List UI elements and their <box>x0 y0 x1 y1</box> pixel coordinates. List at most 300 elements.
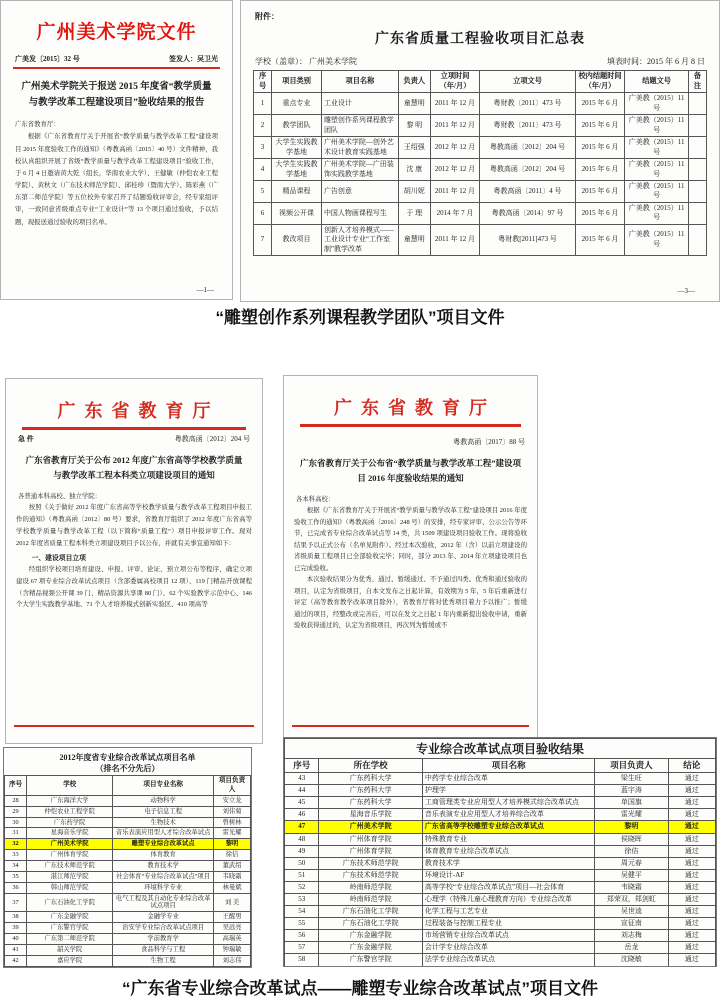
table-cell: 2 <box>254 115 272 137</box>
table-cell: 通过 <box>668 918 715 930</box>
table-cell: 韦晓霜 <box>214 871 251 882</box>
table-row <box>5 806 251 817</box>
table-cell: 广东石油化工学院 <box>319 906 422 918</box>
table-cell: 星海音乐学院 <box>27 828 113 839</box>
table-cell: 沈晓敏 <box>595 954 668 966</box>
table-cell: 2011 年 12 月 <box>430 93 480 115</box>
table-cell: 54 <box>285 906 319 918</box>
table-row <box>5 839 251 850</box>
table-cell: 广东金融学院 <box>27 912 113 923</box>
table-cell: 童慧明 <box>398 93 430 115</box>
column-header: 立项文号 <box>480 71 575 93</box>
table-row <box>285 881 716 893</box>
column-header: 项目负责人 <box>595 759 668 773</box>
table-cell: 通过 <box>668 845 715 857</box>
column-header: 所在学校 <box>319 759 422 773</box>
table-title <box>4 752 251 774</box>
table-cell: 粤教高函〔2014〕97 号 <box>480 202 575 224</box>
table-cell: 刘伟菊 <box>214 806 251 817</box>
project-list-table-2012 <box>3 747 252 968</box>
table-cell <box>688 159 706 181</box>
table-cell: 梁生旺 <box>595 773 668 785</box>
table-cell: 教改项目 <box>272 224 322 255</box>
table-cell: 通过 <box>668 869 715 881</box>
subject-heading: 广东省教育厅关于公布省“教学质量与教学改革工程”建设项目 2016 年度验收结果的通知 <box>300 458 522 484</box>
table-header-row <box>254 71 707 93</box>
table-cell: 胡川妮 <box>398 180 430 202</box>
table-cell: 食品科学与工程 <box>113 944 214 955</box>
column-header: 项目名称 <box>321 71 398 93</box>
column-header: 结论 <box>668 759 715 773</box>
summary-table <box>253 70 707 256</box>
table-row <box>254 159 707 181</box>
table-cell: 教学团队 <box>272 115 322 137</box>
table-row <box>5 893 251 912</box>
table-cell: 45 <box>285 797 319 809</box>
project-list-table <box>4 775 251 966</box>
table-cell: 广美教（2015）11 号 <box>625 93 688 115</box>
letter-paragraph: 经组织学校项目培育建设、申报、评审、论证、预立项公布等程序，确定立项建设 67 项专业综合改革试点项目（含部委属高校项目 12 项）、119 门精品开放课程（含精品视频公开课 39 门、精品资源共享课 80 门）、62 个实验教学示范中心、146 个大学生实践教学基地、71 个人才培养模式创新实验区、410 项高等 <box>16 565 252 609</box>
table-cell: 粤教高函〔2011〕4 号 <box>480 180 575 202</box>
table-cell: 电子信息工程 <box>113 806 214 817</box>
subject-heading: 广州美术学院关于报送 2015 年度省“教学质量与教学改革工程建设项目”验收结果的报告 <box>21 82 212 109</box>
table-cell: 精品课程 <box>272 180 322 202</box>
column-header: 立项时间（年/月） <box>430 71 480 93</box>
table-header-row <box>5 776 251 795</box>
table-cell: 刘 美 <box>214 893 251 912</box>
table-cell: 2012 年 12 月 <box>430 159 480 181</box>
table-row <box>5 861 251 872</box>
table-row <box>5 828 251 839</box>
table-cell: 广美教（2015）11 号 <box>625 159 688 181</box>
figure-caption-top: “雕塑创作系列课程教学团队”项目文件 <box>215 308 505 327</box>
table-cell: 5 <box>254 180 272 202</box>
table-cell: 通过 <box>668 881 715 893</box>
table-row <box>285 797 716 809</box>
table-cell: 动物科学 <box>113 795 214 806</box>
table-cell: 曾树林 <box>214 817 251 828</box>
page-number: —3— <box>677 287 695 295</box>
table-cell: 电气工程及其自动化专业综合改革试点项目 <box>113 893 214 912</box>
table-cell: 刘志伟 <box>214 955 251 966</box>
subject-heading: 广东省教育厅关于公布 2012 年度广东省高等学校教学质量与教学改革工程本科类立项建设项目的通知 <box>25 455 243 481</box>
table-cell: 金融学专业 <box>113 912 214 923</box>
table-cell: 雕塑专业综合改革试点 <box>113 839 214 850</box>
table-row <box>285 906 716 918</box>
table-cell: 徐佶 <box>214 850 251 861</box>
table-cell: 37 <box>5 893 27 912</box>
table-cell: 钟瑞敏 <box>214 944 251 955</box>
table-cell: 侯晓晖 <box>595 833 668 845</box>
salutation: 各本科高校： <box>296 495 335 503</box>
table-cell <box>688 137 706 159</box>
table-cell: 粤财教〔2011〕473 号 <box>480 93 575 115</box>
table-title: 广东省质量工程验收项目汇总表 <box>375 32 585 47</box>
table-cell: 1 <box>254 93 272 115</box>
table-cell: 董武绍 <box>214 861 251 872</box>
table-cell: 体育教育专业综合改革试点 <box>422 845 594 857</box>
table-row <box>5 850 251 861</box>
table-cell: 通过 <box>668 785 715 797</box>
table-cell: 广州体育学院 <box>319 845 422 857</box>
table-cell: 广东药科大学 <box>319 773 422 785</box>
table-title-line1: 2012年度省专业综合改革试点项目名单 <box>59 753 196 762</box>
letter-body: 根据《广东省教育厅关于开展省“教学质量与教学改革工程”建设项目 2015 年度验收工作的通知》（粤教高函〔2015〕40 号）文件精神，我校认真组织开展了省级“教学质量与教学改革工程建设项目”验收工作，于 6 月 4 日邀请黄大乾（组长，华南农业大学）、王健敏（仲恺农业工程学院）、黄秋文（广东技术师范学院）、邱桂珍（暨南大学）、陈彩燕（广东第二师范学院）等五位校外专家召开了结题验收评审会，经专家组评审，一致同意省级重点专业“工业设计”等 13 个项目通过验收，予以结题，现报送通过验收的项目名单。 <box>15 133 218 226</box>
table-cell: 43 <box>285 773 319 785</box>
table-cell: 雷光耀 <box>595 809 668 821</box>
table-cell: 36 <box>5 882 27 893</box>
red-rule <box>292 725 529 727</box>
column-header: 项目类别 <box>272 71 322 93</box>
table-row <box>285 821 716 833</box>
table-cell: 广东技术师范学院 <box>319 857 422 869</box>
table-cell: 通过 <box>668 954 715 966</box>
table-row <box>285 869 716 881</box>
table-row <box>5 795 251 806</box>
table-cell: 广东第二师范学院 <box>27 934 113 945</box>
table-cell: 广东药科大学 <box>319 797 422 809</box>
table-row <box>254 93 707 115</box>
table-cell: 广州体育学院 <box>319 833 422 845</box>
table-cell: 广东警官学院 <box>319 954 422 966</box>
column-header: 项目名称 <box>422 759 594 773</box>
page-number: —1— <box>196 286 214 294</box>
letter-paragraph: 按照《关于做好 2012 年度广东省高等学校教学质量与教学改革工程项目申报工作的通知》（粤教高函〔2012〕80 号）要求，省教育厅组织了 2012 年度广东省高等学校教学质量与教学改革工程（以下简称“质量工程”）项目申报评审工作。现对 2012 年度省质量工程本科类立项建设项目予以公布，并就有关事宜通知如下： <box>16 504 252 547</box>
table-cell: 通过 <box>668 930 715 942</box>
table-cell: 广东金融学院 <box>319 930 422 942</box>
table-cell: 2015 年 6 月 <box>575 93 625 115</box>
table-cell: 56 <box>285 930 319 942</box>
table-row <box>5 944 251 955</box>
table-row <box>285 893 716 905</box>
table-cell: 2015 年 6 月 <box>575 202 625 224</box>
acceptance-table <box>284 758 716 967</box>
table-cell: 50 <box>285 857 319 869</box>
table-cell: 雷光耀 <box>214 828 251 839</box>
table-cell: 通过 <box>668 809 715 821</box>
table-cell: 星海音乐学院 <box>319 809 422 821</box>
table-cell: 中国人物画课程写生 <box>321 202 398 224</box>
doc-meta-row <box>18 434 250 444</box>
table-cell: 蓝宇涛 <box>595 785 668 797</box>
letterhead-title: 广州美术学院文件 <box>36 22 197 43</box>
table-row <box>285 833 716 845</box>
table-cell: 6 <box>254 202 272 224</box>
table-cell: 黎明 <box>595 821 668 833</box>
table-cell: 41 <box>5 944 27 955</box>
table-cell: 广东药科大学 <box>319 785 422 797</box>
table-cell: 环境设计-AF <box>422 869 594 881</box>
table-cell: 2014 年 7 月 <box>430 202 480 224</box>
table-cell: 广州美术学院 <box>27 839 113 850</box>
table-cell: 通过 <box>668 942 715 954</box>
table-cell: 粤财教[2011]473 号 <box>480 224 575 255</box>
table-cell: 广美教（2015）11 号 <box>625 180 688 202</box>
table-cell: 42 <box>5 955 27 966</box>
table-cell: 工商管理类专业应用型人才培养模式综合改革试点 <box>422 797 594 809</box>
table-cell: 林曼斌 <box>214 882 251 893</box>
table-cell: 岭南师范学院 <box>319 893 422 905</box>
table-cell: 3 <box>254 137 272 159</box>
table-cell: 岳龙 <box>595 942 668 954</box>
table-cell <box>688 224 706 255</box>
doc-number: 粤教高函〔2012〕204 号 <box>174 435 250 443</box>
table-row <box>5 882 251 893</box>
table-cell <box>688 202 706 224</box>
table-cell: 吴健平 <box>595 869 668 881</box>
table-cell: 广美教（2015）11 号 <box>625 202 688 224</box>
table-cell: 学前教育学 <box>113 934 214 945</box>
table-cell: 39 <box>5 923 27 934</box>
table-cell: 市场营销专业综合改革试点 <box>422 930 594 942</box>
letterhead-agency: 广东省教育厅 <box>334 398 496 418</box>
table-row <box>254 224 707 255</box>
doc-number: 粤教高函〔2017〕88 号 <box>453 438 525 446</box>
table-cell: 31 <box>5 828 27 839</box>
table-cell: 广东技术师范学院 <box>27 861 113 872</box>
table-header-row <box>285 759 716 773</box>
fill-date-line: 填表时间：2015 年 6 月 8 日 <box>607 57 705 66</box>
table-cell: 51 <box>285 869 319 881</box>
table-cell: 广州美术学院 <box>319 821 422 833</box>
table-cell: 广美教（2015）11 号 <box>625 115 688 137</box>
table-cell: 47 <box>285 821 319 833</box>
table-cell: 护理学 <box>422 785 594 797</box>
table-cell: 广告创意 <box>321 180 398 202</box>
table-row <box>254 115 707 137</box>
document-acceptance-summary-table <box>240 0 720 302</box>
table-cell: 特殊教育专业 <box>422 833 594 845</box>
table-cell: 黎明 <box>214 839 251 850</box>
table-cell: 52 <box>285 881 319 893</box>
table-cell: 46 <box>285 809 319 821</box>
table-cell: 2015 年 6 月 <box>575 224 625 255</box>
table-row <box>285 966 716 967</box>
table-cell: 高瑞英 <box>214 934 251 945</box>
table-cell <box>422 966 594 967</box>
section-heading: 一、建设项目立项 <box>31 554 86 562</box>
table-cell: 2011 年 12 月 <box>430 180 480 202</box>
table-cell: 大学生实践教学基地 <box>272 159 322 181</box>
table-row <box>254 137 707 159</box>
table-cell: 44 <box>285 785 319 797</box>
table-cell: 郑荣双，郑剑虹 <box>595 893 668 905</box>
salutation: 广东省教育厅： <box>15 121 60 129</box>
table-cell: 33 <box>5 850 27 861</box>
table-cell <box>285 966 319 967</box>
table-cell: 环境科学专业 <box>113 882 214 893</box>
column-header: 负责人 <box>398 71 430 93</box>
table-cell: 单国旗 <box>595 797 668 809</box>
table-cell: 广州体育学院 <box>27 850 113 861</box>
table-cell: 广东技术师范学院 <box>319 869 422 881</box>
table-cell: 工业设计 <box>321 93 398 115</box>
column-header: 结题文号 <box>625 71 688 93</box>
column-header: 项目专业名称 <box>113 776 214 795</box>
table-cell: 王醒男 <box>214 912 251 923</box>
table-cell: 通过 <box>668 773 715 785</box>
table-cell: 35 <box>5 871 27 882</box>
table-cell: 韶关学院 <box>27 944 113 955</box>
table-row <box>5 817 251 828</box>
table-cell <box>319 966 422 967</box>
document-gdedu-2017-notice <box>283 375 538 744</box>
table-cell: 通过 <box>668 833 715 845</box>
letterhead-agency: 广东省教育厅 <box>57 401 220 421</box>
table-cell: 7 <box>254 224 272 255</box>
table-cell: 中药学专业综合改革 <box>422 773 594 785</box>
table-cell: 社会体育“专业综合改革试点”项目 <box>113 871 214 882</box>
table-cell <box>595 966 668 967</box>
table-cell: 广州美术学院—创外艺术设计教育实践基地 <box>321 137 398 159</box>
table-cell: 韩山师范学院 <box>27 882 113 893</box>
red-rule <box>14 725 254 727</box>
doc-meta-row <box>15 54 218 64</box>
table-cell: 教育技术学 <box>422 857 594 869</box>
table-cell: 57 <box>285 942 319 954</box>
table-cell: 2011 年 12 月 <box>430 115 480 137</box>
table-row <box>285 773 716 785</box>
table-cell: 体育教育 <box>113 850 214 861</box>
table-row <box>285 942 716 954</box>
table-cell: 雕塑创作系列课程教学团队 <box>321 115 398 137</box>
table-row <box>5 923 251 934</box>
salutation: 各普通本科高校、独立学院： <box>18 492 102 500</box>
table-subheader-row <box>255 56 705 67</box>
table-cell: 吴远亮 <box>214 923 251 934</box>
table-row <box>5 955 251 966</box>
letter-paragraph: 根据《广东省教育厅关于开展省“教学质量与教学改革工程”建设项目 2016 年度验收工作的通知》（粤教高函〔2016〕248 号）的安排，经专家评审、公示公告等环节，已完成省专业综合改革试点等 14 类，共 1509 项建设项目验收工作。现将验收结果予以正式公布（名单见附件）。经过本次验收，2012 年（含）以前立项建设的省级质量工程项目已全部验收完毕；同时，部分 2013 年、2014 年立项建设项目也已完成验收。 <box>294 507 527 572</box>
table-row <box>285 785 716 797</box>
table-cell <box>688 93 706 115</box>
table-cell: 于 理 <box>398 202 430 224</box>
table-cell: 安立龙 <box>214 795 251 806</box>
acceptance-results-table <box>283 737 717 967</box>
table-cell: 53 <box>285 893 319 905</box>
table-cell: 34 <box>5 861 27 872</box>
table-cell: 2015 年 6 月 <box>575 137 625 159</box>
table-cell: 2015 年 6 月 <box>575 115 625 137</box>
column-header: 序号 <box>285 759 319 773</box>
table-cell: 刘志梅 <box>595 930 668 942</box>
table-cell: 粤财教〔2011〕473 号 <box>480 115 575 137</box>
table-cell: 29 <box>5 806 27 817</box>
table-cell: 通过 <box>668 857 715 869</box>
table-cell: 2011 年 12 月 <box>430 224 480 255</box>
table-cell: 音乐表演专业应用型人才培养综合改革 <box>422 809 594 821</box>
table-cell: 2015 年 6 月 <box>575 180 625 202</box>
table-row <box>285 954 716 966</box>
table-cell: 音乐表演应用型人才综合改革试点 <box>113 828 214 839</box>
table-cell: 视频公开课 <box>272 202 322 224</box>
column-header: 校内结题时间（年/月） <box>575 71 625 93</box>
column-header: 序号 <box>5 776 27 795</box>
table-title: 专业综合改革试点项目验收结果 <box>284 738 716 758</box>
table-cell: 徐佶 <box>595 845 668 857</box>
table-cell: 嘉应学院 <box>27 955 113 966</box>
urgency-label: 急 件 <box>18 435 34 443</box>
table-cell: 周元春 <box>595 857 668 869</box>
table-cell: 通过 <box>668 797 715 809</box>
table-cell: 生物技术 <box>113 817 214 828</box>
table-body <box>5 795 251 966</box>
table-cell: 38 <box>5 912 27 923</box>
table-cell: 广东药学院 <box>27 817 113 828</box>
table-cell: 治安学专业综合改革试点项目 <box>113 923 214 934</box>
table-cell: 广东石油化工学院 <box>27 893 113 912</box>
table-cell: 创新人才培养模式——工业设计专业“工作室制”教学改革 <box>321 224 398 255</box>
table-row <box>285 857 716 869</box>
table-cell: 湛江师范学院 <box>27 871 113 882</box>
column-header: 序号 <box>254 71 272 93</box>
table-row <box>254 202 707 224</box>
table-cell: 55 <box>285 918 319 930</box>
table-cell: 40 <box>5 934 27 945</box>
table-cell: 法学专业综合改革试点 <box>422 954 594 966</box>
table-row <box>254 180 707 202</box>
table-row <box>285 845 716 857</box>
table-cell: 广东海洋大学 <box>27 795 113 806</box>
table-cell: 4 <box>254 159 272 181</box>
document-gdedu-2012-notice <box>5 378 263 744</box>
table-cell: 黎 明 <box>398 115 430 137</box>
table-cell: 心理学（特殊儿童心理教育方向）专业综合改革 <box>422 893 594 905</box>
table-cell: 仲恺农业工程学院 <box>27 806 113 817</box>
table-row <box>285 918 716 930</box>
table-cell: 广东省高等学校雕塑专业综合改革试点 <box>422 821 594 833</box>
table-cell: 韦晓霜 <box>595 881 668 893</box>
table-cell: 王绍强 <box>398 137 430 159</box>
red-rule <box>300 424 521 427</box>
red-rule <box>13 67 220 69</box>
column-header: 学校 <box>27 776 113 795</box>
table-cell: 粤教高函〔2012〕204 号 <box>480 137 575 159</box>
table-cell: 通过 <box>668 821 715 833</box>
table-cell: 30 <box>5 817 27 828</box>
table-cell: 32 <box>5 839 27 850</box>
table-cell: 会计学专业综合改革 <box>422 942 594 954</box>
document-gzam-report <box>0 0 233 300</box>
table-cell: 广东金融学院 <box>319 942 422 954</box>
doc-number: 广美发〔2015〕32 号 <box>15 55 80 63</box>
table-row <box>5 912 251 923</box>
column-header: 项目负责人 <box>214 776 251 795</box>
attachment-label: 附件： <box>255 12 279 21</box>
table-row <box>285 930 716 942</box>
table-cell: 通过 <box>668 906 715 918</box>
table-cell: 重点专业 <box>272 93 322 115</box>
table-cell: 2012 年 12 月 <box>430 137 480 159</box>
table-cell <box>688 180 706 202</box>
table-cell <box>688 115 706 137</box>
signer-name: 签发人：吴卫光 <box>169 55 218 63</box>
table-cell: 化学工程与工艺专业 <box>422 906 594 918</box>
table-cell: 28 <box>5 795 27 806</box>
table-body <box>285 773 716 967</box>
table-cell: 48 <box>285 833 319 845</box>
table-cell: 生物工程 <box>113 955 214 966</box>
school-stamp-line: 学校（盖章）： 广州美术学院 <box>255 57 357 66</box>
table-body <box>254 93 707 256</box>
table-cell: 岭南师范学院 <box>319 881 422 893</box>
letter-paragraph: 本次验收结果分为优秀、通过、暂缓通过、不予通过四类。优秀和通过验收的项目，认定为省级项目，自本文发布之日起计算，有效期为 5 年，5 年后重新进行评定（高等教育教学改革项目除外），省教育厅将对优秀项目着力予以推广；暂缓通过的项目，经整改或完善后，可以在发文之日起 1 年内重新提出验收申请，重新验收获得通过的，认定为省级项目，再次列为暂缓或不 <box>294 576 527 630</box>
table-cell: 过程装备与控制工程专业 <box>422 918 594 930</box>
table-cell: 58 <box>285 954 319 966</box>
table-cell: 大学生实践教学基地 <box>272 137 322 159</box>
table-cell: 49 <box>285 845 319 857</box>
table-cell: 吴世逵 <box>595 906 668 918</box>
table-cell: 童慧明 <box>398 224 430 255</box>
